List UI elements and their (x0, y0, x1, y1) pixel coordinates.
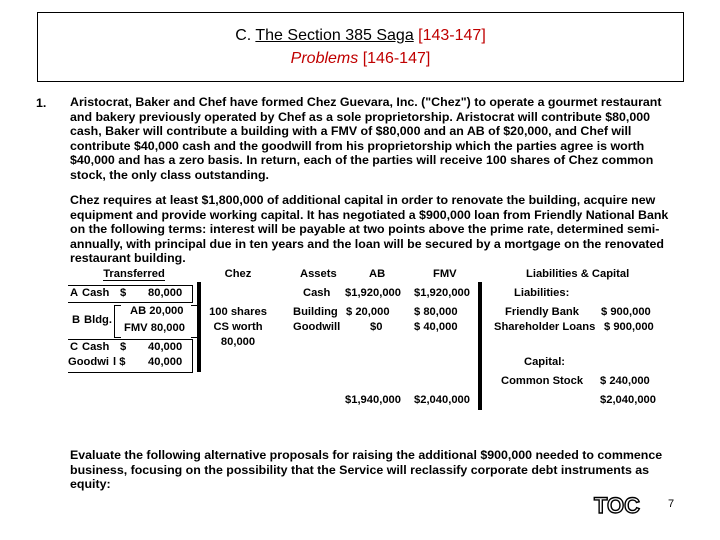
row-c-dollar: $ (120, 341, 127, 353)
section-pages: [143-147] (413, 27, 486, 44)
header-transferred: Transferred (103, 268, 165, 280)
svg-text:TOC: TOC (593, 493, 641, 518)
section-title-text: The Section 385 Saga (255, 27, 414, 44)
asset-cash-fmv: $1,920,000 (414, 287, 470, 299)
problem-paragraph-2: Chez requires at least $1,800,000 of additional capital in order to renovate the building, acquire new equipment and provide working capital. It has negotiated a $900,000 loan from Friendly National Bank on the following terms: interest will be payable at two points above the prime rate, determined semi-annually, with principal due in ten years and the loan will be secured by a mortgage on the renovated restaurant building. (70, 193, 669, 266)
row-b-ab: AB 20,000 (130, 305, 184, 317)
row-c2-dollar: l $ (113, 356, 126, 368)
toc-icon (593, 489, 641, 519)
row-b-bracket (114, 305, 121, 338)
liability-bank-label: Friendly Bank (505, 306, 579, 318)
row-a-item: Cash (82, 287, 110, 299)
asset-building-label: Building (293, 306, 338, 318)
row-b-fmv: FMV 80,000 (124, 322, 185, 334)
row-c2-item: Goodwi (68, 356, 110, 368)
row-c2-amount: 40,000 (148, 356, 183, 368)
row-b-item: Bldg. (84, 314, 112, 326)
row-a-amount: 80,000 (148, 287, 183, 299)
capital-heading: Capital: (524, 356, 566, 368)
asset-goodwill-fmv: $ 40,000 (414, 321, 458, 333)
row-c-label: C (70, 341, 79, 353)
row-a-label: A (70, 287, 79, 299)
liability-shareholder-label: Shareholder Loans (494, 321, 596, 333)
section-subtitle (38, 50, 683, 68)
subtitle-pages: [146-147] (358, 50, 431, 67)
chez-line-3: 80,000 (220, 336, 256, 348)
separator-bar (197, 282, 201, 372)
header-chez: Chez (224, 268, 252, 280)
row-a-dollar: $ (120, 287, 127, 299)
problem-paragraph-1: Aristocrat, Baker and Chef have formed Chez Guevara, Inc. ("Chez") to operate a gourmet restaurant and bakery previously operated by Chef as a sole proprietorship. Aristocrat will contribute $80,000 cash, Baker will contribute a building with a FMV of $80,000 and an AB of $20,000, and Chef will contribute $40,000 cash and the goodwill from his proprietorship which the parties agree is worth $40,000 and has a zero basis. In return, each of the parties will receive 100 shares of Chez common stock, the only class outstanding. (70, 95, 662, 182)
asset-total-ab: $1,940,000 (345, 394, 401, 406)
row-c-item: Cash (82, 341, 110, 353)
capital-cs-label: Common Stock (501, 375, 584, 387)
liabilities-heading: Liabilities: (514, 287, 570, 299)
capital-total-amount: $2,040,000 (600, 394, 656, 406)
separator-bar (478, 282, 482, 410)
asset-cash-label: Cash (303, 287, 331, 299)
liability-bank-amount: $ 900,000 (601, 306, 651, 318)
section-prefix: C. (235, 27, 256, 44)
capital-cs-amount: $ 240,000 (600, 375, 650, 387)
toc-link[interactable] (593, 489, 641, 519)
row-c-amount: 40,000 (148, 341, 183, 353)
problem-paragraph-3: Evaluate the following alternative proposals for raising the additional $900,000 needed to commence business, focusing on the possibility that the Service will reclassify corporate debt instruments as equity: (70, 448, 663, 492)
header-fmv: FMV (433, 268, 457, 280)
row-b-bracket (191, 305, 198, 338)
subtitle-text: Problems (290, 50, 359, 67)
row-c-bracket (68, 339, 193, 373)
section-title (38, 27, 683, 45)
asset-total-fmv: $2,040,000 (414, 394, 470, 406)
asset-goodwill-ab: $0 (370, 321, 383, 333)
chez-line-1: 100 shares (209, 306, 267, 318)
row-a-bracket (68, 285, 193, 303)
row-b-label: B (72, 314, 81, 326)
title-box (37, 12, 684, 82)
asset-goodwill-label: Goodwill (293, 321, 341, 333)
asset-building-fmv: $ 80,000 (414, 306, 458, 318)
asset-building-ab: $ 20,000 (346, 306, 390, 318)
header-liabilities-capital: Liabilities & Capital (526, 268, 630, 280)
header-assets: Assets (300, 268, 337, 280)
liability-shareholder-amount: $ 900,000 (604, 321, 654, 333)
chez-line-2: CS worth (213, 321, 263, 333)
header-ab: AB (369, 268, 386, 280)
page-number: 7 (668, 498, 675, 510)
problem-number: 1. (36, 96, 47, 110)
asset-cash-ab: $1,920,000 (345, 287, 401, 299)
